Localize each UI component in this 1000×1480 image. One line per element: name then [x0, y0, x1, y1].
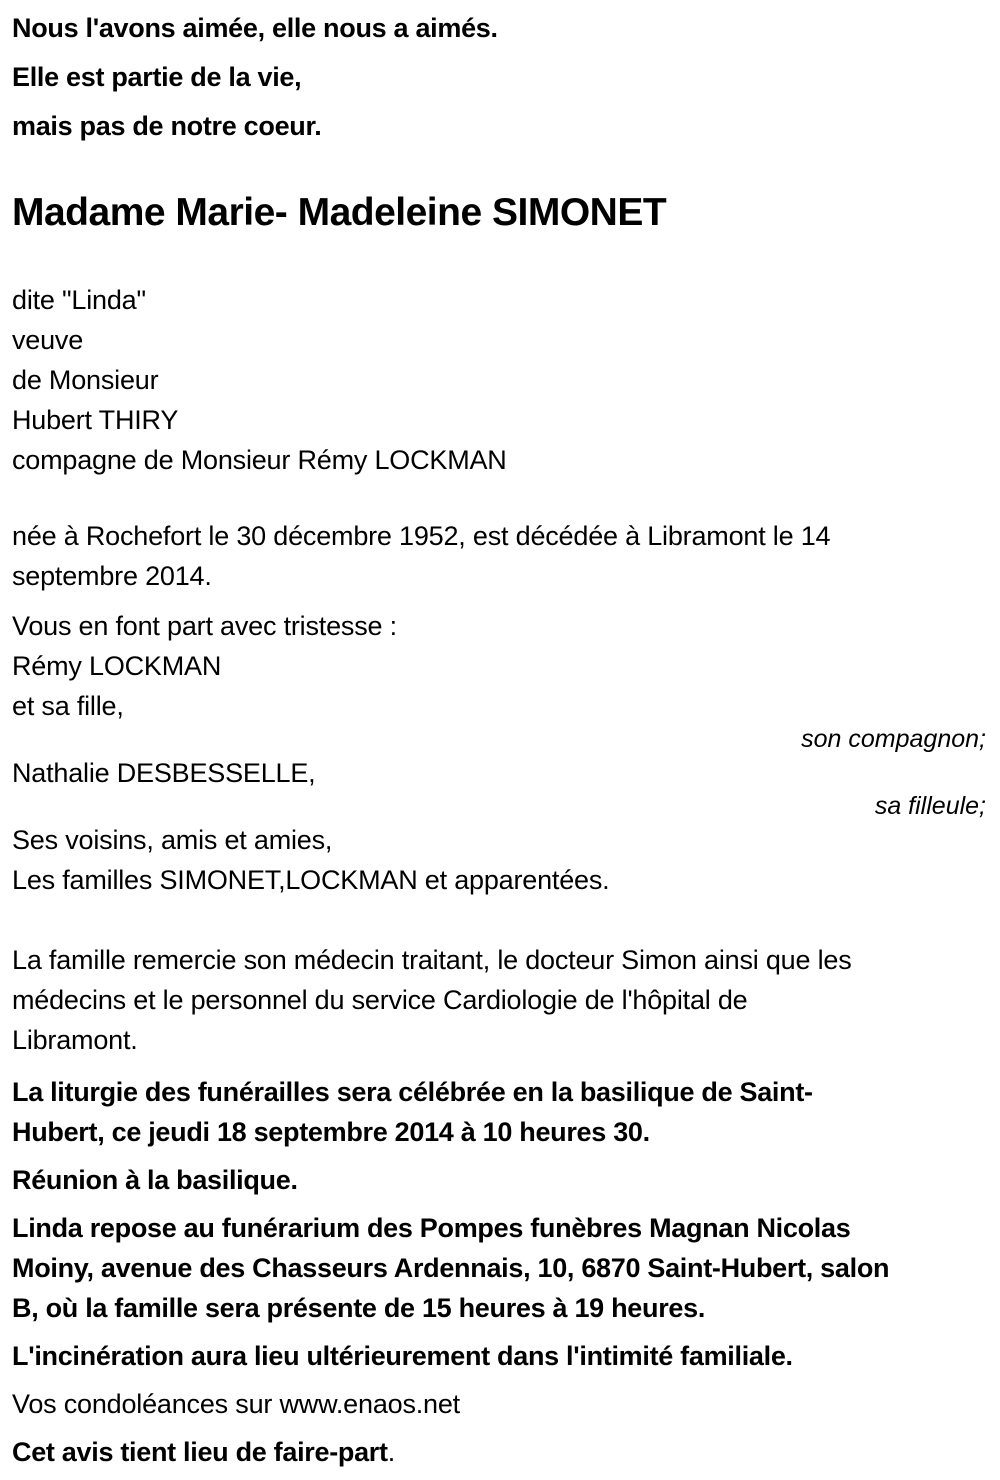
closing-text: Cet avis tient lieu de faire-part: [12, 1437, 388, 1467]
birth-death-statement: [12, 516, 986, 596]
closing-statement: [12, 1432, 986, 1472]
thanks-line: Libramont.: [12, 1025, 138, 1055]
mourner-name: Ses voisins, amis et amies,: [12, 825, 333, 855]
identity-line: dite "Linda": [12, 285, 146, 315]
ceremony-announcement: [12, 1072, 986, 1152]
mourner-name: Les familles SIMONET,LOCKMAN et apparentées.: [12, 865, 610, 895]
identity-block: [12, 280, 986, 480]
identity-line: Hubert THIRY: [12, 405, 179, 435]
ceremony-line: La liturgie des funérailles sera célébrée en la basilique de Saint-: [12, 1077, 813, 1107]
deceased-name: Madame Marie- Madeleine SIMONET: [12, 191, 667, 234]
thanks-paragraph: [12, 940, 986, 1060]
mourner-relation: son compagnon;: [801, 725, 986, 753]
meeting-point: Réunion à la basilique.: [12, 1165, 298, 1195]
identity-line: compagne de Monsieur Rémy LOCKMAN: [12, 445, 507, 475]
thanks-line: médecins et le personnel du service Cardiologie de l'hôpital de: [12, 985, 748, 1015]
birth-death-line: septembre 2014.: [12, 561, 212, 591]
epitaph-line: mais pas de notre coeur.: [12, 111, 322, 141]
mourner-name: Rémy LOCKMAN: [12, 651, 222, 681]
announcement-intro: Vous en font part avec tristesse :: [12, 611, 397, 641]
epitaph: [12, 12, 986, 142]
birth-death-line: née à Rochefort le 30 décembre 1952, est décédée à Libramont le 14: [12, 521, 831, 551]
mourner-name: et sa fille,: [12, 691, 124, 721]
epitaph-line: Elle est partie de la vie,: [12, 62, 302, 92]
repose-announcement: [12, 1208, 986, 1328]
cremation-statement: L'incinération aura lieu ultérieurement dans l'intimité familiale.: [12, 1341, 793, 1371]
condolences-info: Vos condoléances sur www.enaos.net: [12, 1389, 460, 1419]
mourner-relation: sa filleule;: [874, 792, 986, 820]
repose-line: Moiny, avenue des Chasseurs Ardennais, 10, 6870 Saint-Hubert, salon: [12, 1253, 890, 1283]
ceremony-line: Hubert, ce jeudi 18 septembre 2014 à 10 heures 30.: [12, 1117, 650, 1147]
closing-period: .: [387, 1437, 396, 1467]
repose-line: Linda repose au funérarium des Pompes funèbres Magnan Nicolas: [12, 1213, 851, 1243]
repose-line: B, où la famille sera présente de 15 heures à 19 heures.: [12, 1293, 706, 1323]
identity-line: veuve: [12, 325, 84, 355]
mourner-name: Nathalie DESBESSELLE,: [12, 758, 316, 788]
epitaph-line: Nous l'avons aimée, elle nous a aimés.: [12, 13, 498, 43]
mourners-list: [12, 646, 986, 900]
identity-line: de Monsieur: [12, 365, 159, 395]
thanks-line: La famille remercie son médecin traitant, le docteur Simon ainsi que les: [12, 945, 852, 975]
